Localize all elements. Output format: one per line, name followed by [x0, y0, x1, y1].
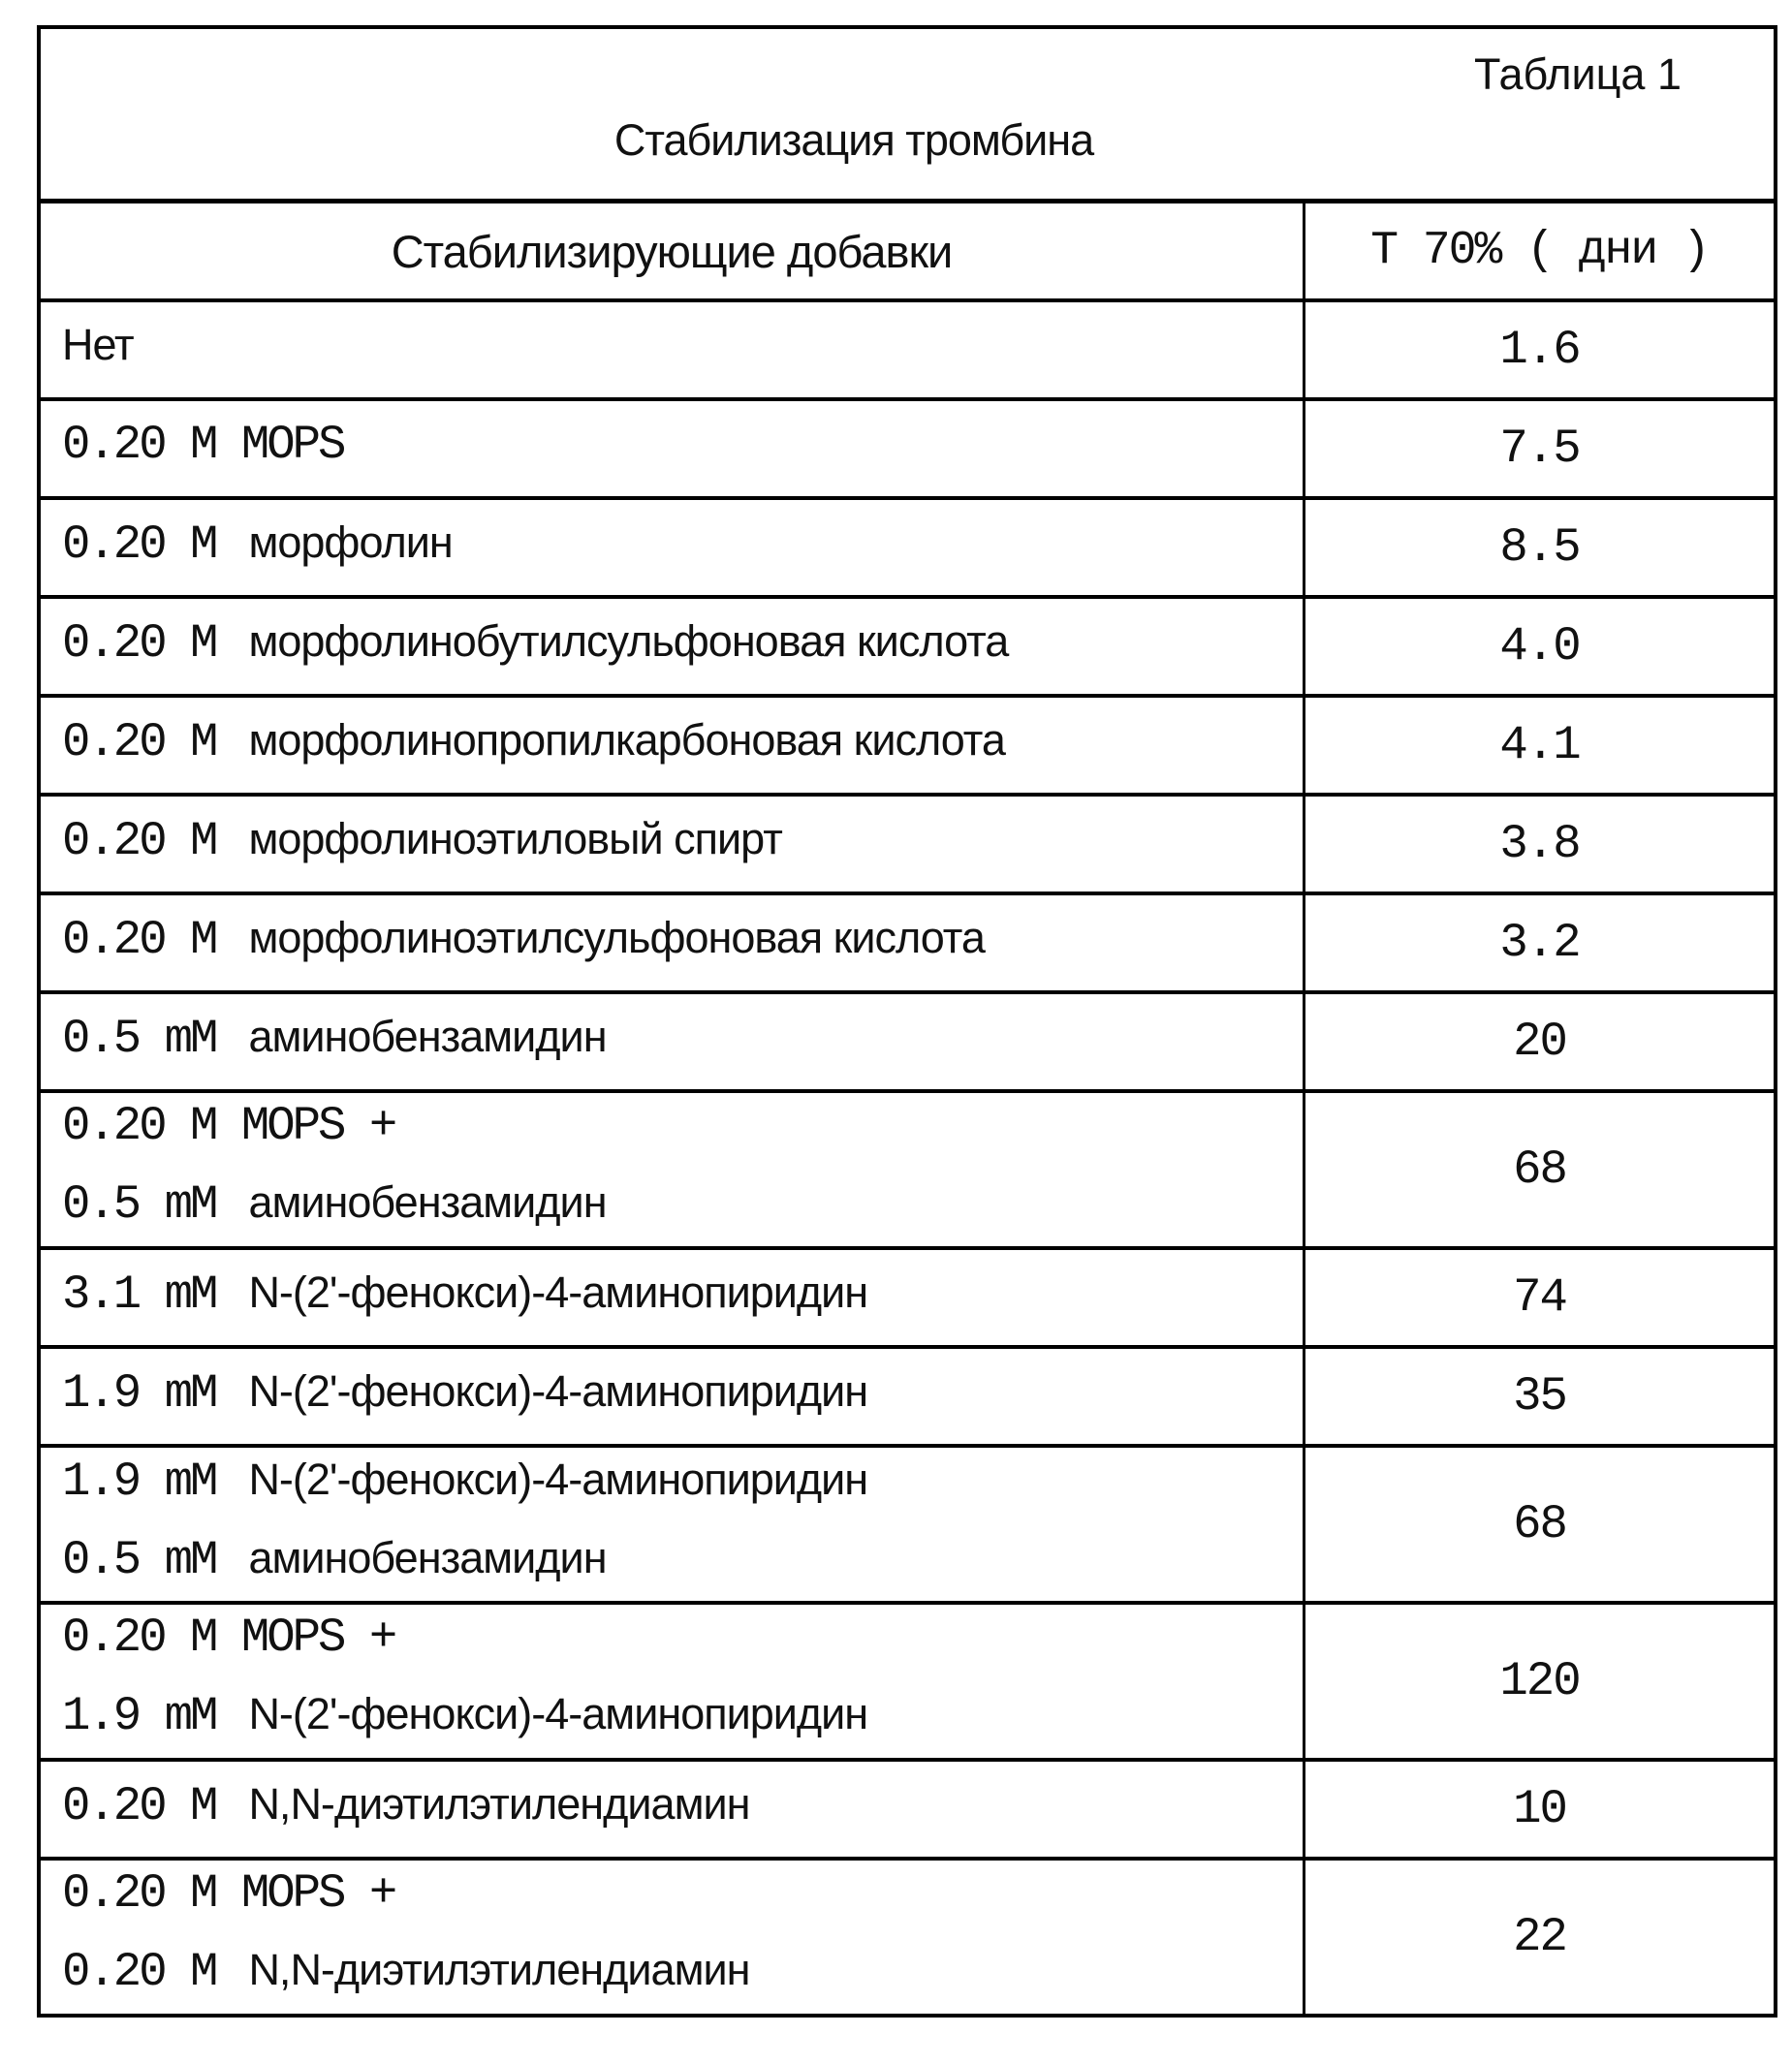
additive-cell — [41, 895, 1303, 990]
table-row — [41, 496, 1774, 595]
additive-name: N-(2'-фенокси)-4-аминопиридин — [248, 1365, 868, 1416]
additive-name: аминобензамидин — [248, 1533, 607, 1582]
table-row — [41, 1089, 1774, 1246]
t70-value-cell: 3.2 — [1303, 895, 1774, 990]
additive-amount: 0.5 mM — [62, 1177, 216, 1232]
additive-name: морфолинопропилкарбоновая кислота — [248, 714, 1005, 765]
additive-line — [62, 1936, 1303, 2015]
additive-amount: 1.9 mM — [62, 1689, 216, 1743]
table-title-block — [41, 29, 1774, 199]
additive-amount: 3.1 mM — [62, 1267, 216, 1322]
additive-amount: 0.20 M — [62, 1778, 216, 1833]
additive-amount: 0.20 M — [62, 1945, 216, 1999]
table-row — [41, 1345, 1774, 1444]
t70-value-cell: 68 — [1303, 1448, 1774, 1601]
additive-name: Нет — [62, 319, 134, 369]
table-row — [41, 595, 1774, 694]
additive-amount: 0.20 M — [62, 912, 216, 967]
table-row — [41, 1857, 1774, 2014]
additive-cell — [41, 994, 1303, 1089]
table-body — [41, 298, 1774, 2014]
column-header-t70: T 70% ( дни ) — [1303, 203, 1774, 298]
additive-name: N-(2'-фенокси)-4-аминопиридин — [248, 1689, 868, 1738]
additive-line — [62, 311, 1303, 390]
t70-value-cell: 120 — [1303, 1605, 1774, 1758]
additive-name: морфолинобутилсульфоновая кислота — [248, 615, 1009, 666]
additive-amount: 0.5 mM — [62, 1533, 216, 1587]
additive-cell — [41, 401, 1303, 496]
table-row — [41, 793, 1774, 892]
additive-amount: 0.20 M MOPS + — [62, 1611, 395, 1665]
additive-line — [62, 1770, 1303, 1849]
additive-cell — [41, 797, 1303, 892]
t70-value-cell: 4.1 — [1303, 698, 1774, 793]
additive-cell — [41, 1861, 1303, 2014]
additive-amount: 1.9 mM — [62, 1455, 216, 1509]
additive-line — [62, 509, 1303, 587]
table-row — [41, 694, 1774, 793]
additive-amount: 1.9 mM — [62, 1365, 216, 1421]
t70-value-cell: 35 — [1303, 1349, 1774, 1444]
additive-line — [62, 1358, 1303, 1436]
t70-value-cell: 3.8 — [1303, 797, 1774, 892]
additive-cell — [41, 698, 1303, 793]
table-row — [41, 1601, 1774, 1758]
additive-name: N-(2'-фенокси)-4-аминопиридин — [248, 1267, 868, 1317]
additive-line — [62, 1446, 1303, 1524]
t70-value-cell: 20 — [1303, 994, 1774, 1089]
t70-value-cell: 7.5 — [1303, 401, 1774, 496]
t70-value-cell: 1.6 — [1303, 302, 1774, 397]
t70-value-cell: 74 — [1303, 1250, 1774, 1345]
t70-value-cell: 10 — [1303, 1762, 1774, 1857]
table-title: Стабилизация тромбина — [613, 115, 1094, 165]
table-label: Таблица 1 — [1474, 49, 1682, 99]
additive-line — [62, 1259, 1303, 1337]
additive-amount: 0.20 M — [62, 714, 216, 769]
additive-line — [62, 608, 1303, 686]
additive-name: N,N-диэтилэтилендиамин — [248, 1945, 750, 1994]
t70-value-cell: 8.5 — [1303, 500, 1774, 595]
additive-cell — [41, 1762, 1303, 1857]
additive-cell — [41, 1349, 1303, 1444]
additive-line — [62, 706, 1303, 785]
additive-name: N-(2'-фенокси)-4-аминопиридин — [248, 1455, 868, 1504]
additive-line — [62, 1169, 1303, 1247]
additive-cell — [41, 500, 1303, 595]
additive-line — [62, 1092, 1303, 1169]
t70-value-cell: 22 — [1303, 1861, 1774, 2014]
t70-value-cell: 68 — [1303, 1093, 1774, 1246]
additive-line — [62, 805, 1303, 884]
additive-cell — [41, 1448, 1303, 1601]
table-row — [41, 990, 1774, 1089]
additive-cell — [41, 599, 1303, 694]
table-row — [41, 1758, 1774, 1857]
additive-line — [62, 1604, 1303, 1680]
additive-amount: 0.20 M — [62, 615, 216, 671]
additive-amount: 0.20 M — [62, 516, 216, 572]
table-row — [41, 1444, 1774, 1601]
additive-cell — [41, 1093, 1303, 1246]
additive-name: аминобензамидин — [248, 1011, 607, 1061]
additive-line — [62, 1680, 1303, 1759]
table-row — [41, 892, 1774, 990]
additive-name: морфолиноэтиловый спирт — [248, 813, 782, 863]
additive-line — [62, 1003, 1303, 1081]
additive-amount: 0.5 mM — [62, 1011, 216, 1066]
additive-amount: 0.20 M MOPS — [62, 417, 344, 472]
additive-amount: 0.20 M MOPS + — [62, 1866, 395, 1921]
table-row — [41, 298, 1774, 397]
additive-line — [62, 904, 1303, 983]
additive-line — [62, 1860, 1303, 1936]
header-row — [41, 199, 1774, 298]
additive-name: N,N-диэтилэтилендиамин — [248, 1778, 750, 1829]
additive-amount: 0.20 M MOPS + — [62, 1099, 395, 1153]
additive-cell — [41, 1250, 1303, 1345]
table-row — [41, 1246, 1774, 1345]
additive-name: морфолин — [248, 516, 453, 567]
additive-name: аминобензамидин — [248, 1177, 607, 1227]
column-header-additives: Стабилизирующие добавки — [391, 225, 953, 277]
t70-value-cell: 4.0 — [1303, 599, 1774, 694]
additive-line — [62, 411, 1303, 487]
additive-cell — [41, 1605, 1303, 1758]
additive-amount: 0.20 M — [62, 813, 216, 868]
additive-cell — [41, 302, 1303, 397]
table — [37, 25, 1777, 2018]
additive-line — [62, 1524, 1303, 1603]
table-row — [41, 397, 1774, 496]
additive-name: морфолиноэтилсульфоновая кислота — [248, 912, 985, 962]
